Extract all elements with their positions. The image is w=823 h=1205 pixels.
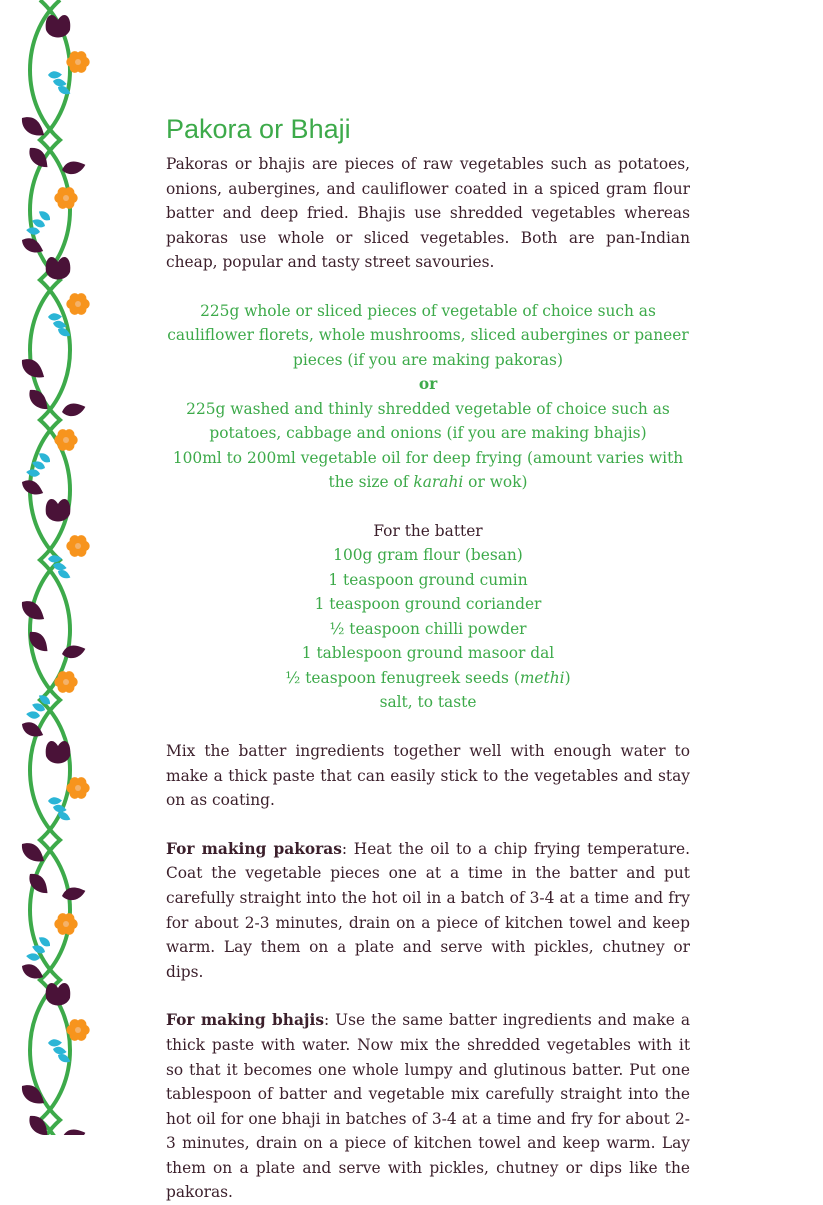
leaf-icon bbox=[26, 468, 40, 478]
flower-icon bbox=[75, 59, 81, 65]
leaf-icon bbox=[47, 69, 62, 81]
ingredient-bhaji-vegetables: 225g washed and thinly shredded vegetable of choice such as potatoes, cabbage and onions (if you are making bhajis) bbox=[186, 399, 670, 443]
leaf-icon bbox=[60, 398, 86, 421]
vegetable-ingredients bbox=[166, 299, 690, 495]
flower-icon bbox=[63, 195, 69, 201]
leaf-icon bbox=[53, 78, 67, 87]
ingredient-oil: 100ml to 200ml vegetable oil for deep frying (amount varies with the size of karahi or wok) bbox=[172, 448, 684, 492]
flower-icon bbox=[75, 543, 81, 549]
leaf-icon bbox=[20, 963, 45, 980]
flower-icon bbox=[75, 785, 81, 791]
page-title: Pakora or Bhaji bbox=[166, 114, 351, 144]
batter-item: 1 tablespoon ground masoor dal bbox=[301, 644, 555, 663]
leaf-icon bbox=[18, 1083, 48, 1107]
batter-item-salt: salt, to taste bbox=[379, 693, 477, 712]
leaf-icon bbox=[60, 882, 86, 905]
batter-item: 1 teaspoon ground cumin bbox=[328, 570, 528, 589]
recipe-content bbox=[166, 112, 690, 1205]
pakoras-label: For making pakoras bbox=[166, 839, 342, 858]
flower-icon bbox=[75, 301, 81, 307]
floral-vine-border bbox=[0, 0, 110, 1135]
leaf-icon bbox=[32, 219, 46, 228]
intro-paragraph: Pakoras or bhajis are pieces of raw vegetables such as potatoes, onions, aubergines, and cauliflower coated in a spiced gram flour batter and deep fried. Bhajis use shredded vegetables whereas pakoras use whole or sliced vegetables. Both are pan-Indian cheap, popular and tasty street savouries. bbox=[166, 155, 690, 272]
leaf-icon bbox=[25, 871, 54, 896]
bhajis-method: For making bhajis: Use the same batter ingredients and make a thick paste with water. Now mix the shredded vegetables with it so that it becomes one whole lumpy and glutinous batter. Put one tablespoon of batter and vegetable mix carefully straight into the hot oil for one bhaji in batches of 3-4 at a time and fry for about 2-3 minutes, drain on a piece of kitchen towel and keep warm. Lay them on a plate and serve with pickles, chutney or dips like the pakoras. bbox=[166, 1011, 691, 1202]
pakoras-method: For making pakoras: Heat the oil to a chip frying temperature. Coat the vegetable pieces one at a time in the batter and put carefully straight into the hot oil in a batch of 3-4 at a time and fry for about 2-3 minutes, drain on a piece of kitchen towel and keep warm. Lay them on a plate and serve with pickles, chutney or dips. bbox=[166, 839, 691, 981]
batter-item: 1 teaspoon ground coriander bbox=[314, 595, 542, 614]
leaf-icon bbox=[26, 226, 40, 236]
mix-paragraph: Mix the batter ingredients together well with enough water to make a thick paste that can easily stick to the vegetables and stay on as coating. bbox=[166, 741, 690, 810]
leaf-icon bbox=[20, 237, 45, 254]
leaf-icon bbox=[60, 1124, 86, 1135]
batter-item: ½ teaspoon chilli powder bbox=[329, 619, 527, 638]
ingredient-or: or bbox=[418, 375, 438, 394]
batter-ingredients bbox=[166, 519, 690, 715]
leaf-icon bbox=[26, 710, 40, 720]
leaf-icon bbox=[57, 569, 71, 579]
flower-icon bbox=[63, 679, 69, 685]
leaf-icon bbox=[20, 479, 45, 496]
bhajis-label: For making bhajis bbox=[166, 1011, 325, 1030]
flower-icon bbox=[75, 1027, 81, 1033]
leaf-icon bbox=[47, 795, 62, 807]
purple-flower-icon bbox=[46, 741, 71, 763]
batter-item-fenugreek: ½ teaspoon fenugreek seeds (methi) bbox=[285, 668, 571, 687]
ingredient-pakora-vegetables: 225g whole or sliced pieces of vegetable of choice such as cauliflower florets, whole mushrooms, sliced aubergines or paneer pieces (if you are making pakoras) bbox=[167, 301, 689, 369]
batter-item: 100g gram flour (besan) bbox=[333, 546, 523, 565]
leaf-icon bbox=[47, 1037, 62, 1049]
flower-icon bbox=[63, 437, 69, 443]
purple-flower-icon bbox=[46, 499, 71, 521]
leaf-icon bbox=[53, 1046, 67, 1055]
batter-heading: For the batter bbox=[373, 521, 483, 540]
flower-icon bbox=[63, 921, 69, 927]
purple-flower-icon bbox=[46, 983, 71, 1005]
leaf-icon bbox=[32, 945, 46, 954]
leaf-icon bbox=[47, 311, 62, 323]
